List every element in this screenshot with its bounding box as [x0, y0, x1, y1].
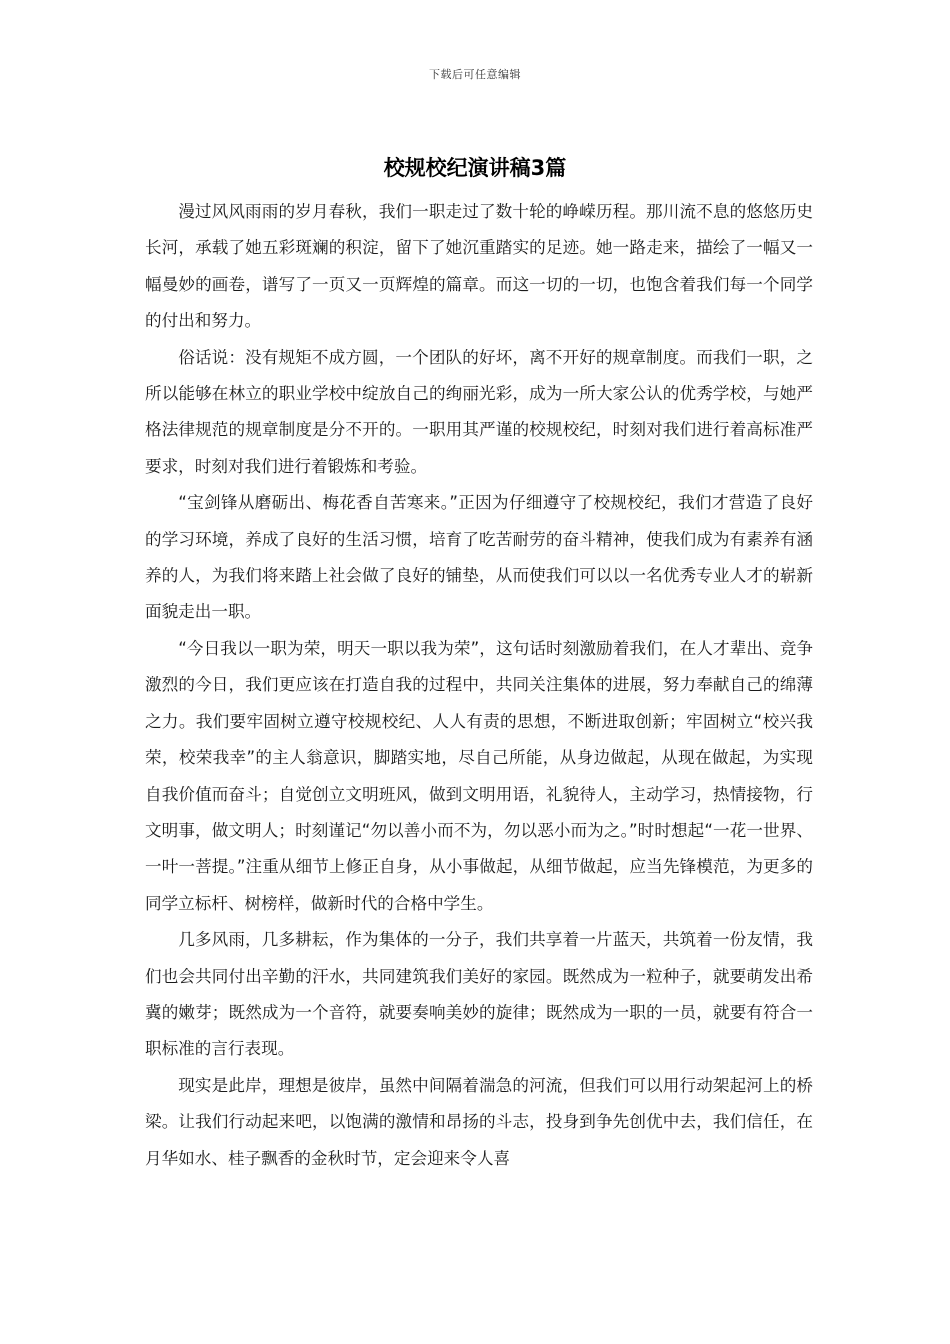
paragraph: “宝剑锋从磨砺出、梅花香自苦寒来。”正因为仔细遵守了校规校纪，我们才营造了良好的学习环境，养成了良好的生活习惯，培育了吃苦耐劳的奋斗精神，使我们成为有素养有涵养的人，为我们将来踏上社会做了良好的铺垫，从而使我们可以以一名优秀专业人才的崭新面貌走出一职。 — [145, 493, 813, 622]
document-title: 校规校纪演讲稿3篇 — [383, 156, 567, 180]
paragraph: 几多风雨，几多耕耘，作为集体的一分子，我们共享着一片蓝天，共筑着一份友情，我们也会共同付出辛勤的汗水，共同建筑我们美好的家园。既然成为一粒种子，就要萌发出希冀的嫩芽；既然成为一个音符，就要奏响美妙的旋律；既然成为一职的一员，就要有符合一职标准的言行表现。 — [145, 930, 813, 1059]
page-header-note: 下载后可任意编辑 — [429, 68, 521, 81]
paragraph: 漫过风风雨雨的岁月春秋，我们一职走过了数十轮的峥嵘历程。那川流不息的悠悠历史长河，承载了她五彩斑斓的积淀，留下了她沉重踏实的足迹。她一路走来，描绘了一幅又一幅曼妙的画卷，谱写了一页又一页辉煌的篇章。而这一切的一切，也饱含着我们每一个同学的付出和努力。 — [145, 202, 813, 331]
document-body — [145, 194, 813, 1177]
paragraph: “今日我以一职为荣，明天一职以我为荣”，这句话时刻激励着我们，在人才辈出、竞争激烈的今日，我们更应该在打造自我的过程中，共同关注集体的进展，努力奉献自己的绵薄之力。我们要牢固树立遵守校规校纪、人人有责的思想，不断进取创新；牢固树立“校兴我荣，校荣我幸”的主人翁意识，脚踏实地，尽自己所能，从身边做起，从现在做起，为实现自我价值而奋斗；自觉创立文明班风，做到文明用语，礼貌待人，主动学习，热情接物，行文明事，做文明人；时刻谨记“勿以善小而不为，勿以恶小而为之。”时时想起“一花一世界、一叶一菩提。”注重从细节上修正自身，从小事做起，从细节做起，应当先锋模范，为更多的同学立标杆、树榜样，做新时代的合格中学生。 — [145, 638, 813, 913]
paragraph: 俗话说：没有规矩不成方圆，一个团队的好坏，离不开好的规章制度。而我们一职，之所以能够在林立的职业学校中绽放自己的绚丽光彩，成为一所大家公认的优秀学校，与她严格法律规范的规章制度是分不开的。一职用其严谨的校规校纪，时刻对我们进行着高标准严要求，时刻对我们进行着锻炼和考验。 — [145, 347, 813, 476]
paragraph: 现实是此岸，理想是彼岸，虽然中间隔着湍急的河流，但我们可以用行动架起河上的桥梁。让我们行动起来吧，以饱满的激情和昂扬的斗志，投身到争先创优中去，我们信任，在月华如水、桂子飘香的金秋时节，定会迎来令人喜 — [145, 1075, 813, 1168]
